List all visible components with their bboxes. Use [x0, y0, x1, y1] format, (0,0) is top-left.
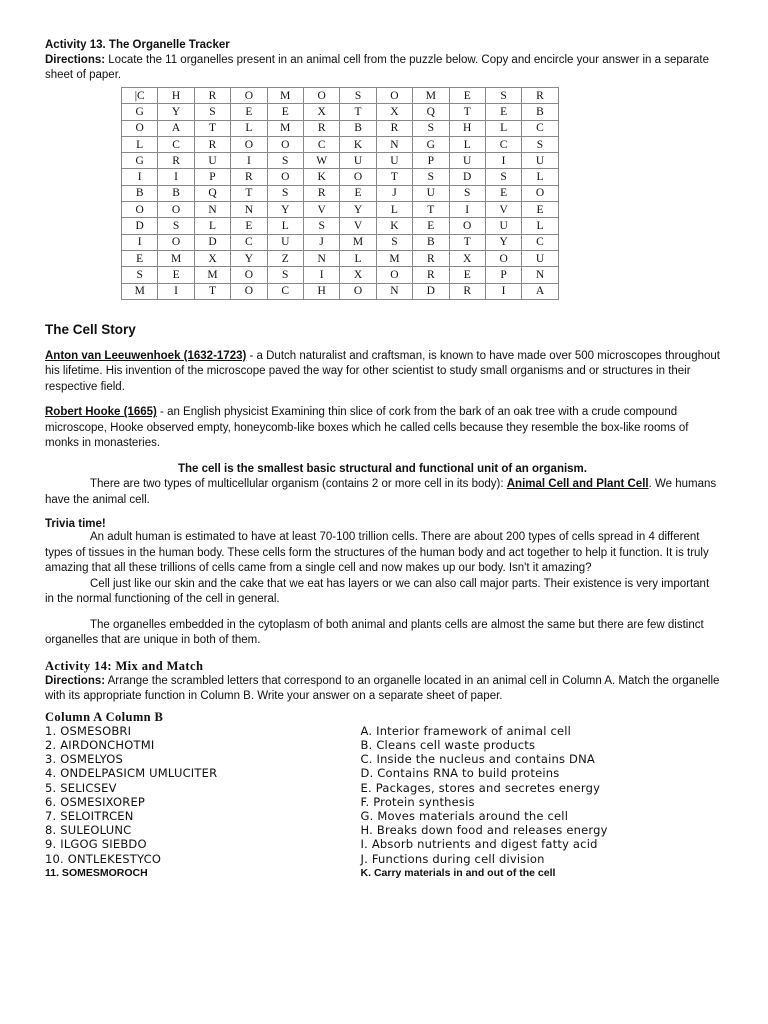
column-a-item: 6. OSMESIXOREP	[45, 794, 146, 809]
activity-14-directions	[45, 674, 720, 704]
activity-13-title: Activity 13. The Organelle Tracker	[45, 39, 230, 51]
hooke-paragraph	[45, 405, 720, 452]
trivia-paragraph-2: Cell just like our skin and the cake that we eat has layers or we can also call major parts. Their existence is very important in the normal functioning of the cell in general.	[45, 577, 710, 606]
puzzle-row	[122, 283, 559, 299]
puzzle-cell: L	[449, 136, 485, 152]
puzzle-cell: O	[231, 267, 267, 283]
puzzle-cell: O	[485, 250, 521, 266]
puzzle-cell: E	[231, 104, 267, 120]
puzzle-cell: N	[376, 283, 412, 299]
puzzle-cell: R	[231, 169, 267, 185]
puzzle-cell: H	[303, 283, 339, 299]
puzzle-row	[122, 267, 559, 283]
organelles-paragraph: The organelles embedded in the cytoplasm of both animal and plants cells are almost the same but there are few distinct organelles that are unique in both of them.	[45, 618, 704, 647]
puzzle-cell: T	[340, 104, 376, 120]
puzzle-row	[122, 136, 559, 152]
puzzle-cell: O	[231, 283, 267, 299]
puzzle-row	[122, 169, 559, 185]
puzzle-cell: S	[376, 234, 412, 250]
puzzle-cell: V	[485, 202, 521, 218]
puzzle-cell: M	[158, 250, 194, 266]
puzzle-cell: I	[485, 153, 521, 169]
trivia-heading: Trivia time!	[45, 518, 106, 531]
column-a	[45, 724, 361, 880]
puzzle-cell: P	[194, 169, 230, 185]
puzzle-cell: X	[449, 250, 485, 266]
column-header: Column A Column B	[45, 709, 164, 724]
puzzle-cell: C	[522, 120, 558, 136]
puzzle-cell: R	[194, 136, 230, 152]
puzzle-cell: O	[122, 120, 158, 136]
puzzle-row	[122, 250, 559, 266]
puzzle-cell: N	[231, 202, 267, 218]
puzzle-cell: C	[522, 234, 558, 250]
column-a-item: 8. SULEOLUNC	[45, 823, 132, 838]
activity-14-title: Activity 14: Mix and Match	[45, 658, 204, 673]
puzzle-cell: R	[303, 185, 339, 201]
puzzle-cell: O	[522, 185, 558, 201]
cell-types-link: Animal Cell and Plant Cell	[506, 478, 649, 491]
cell-types-paragraph	[45, 477, 720, 508]
puzzle-cell: E	[449, 88, 485, 104]
puzzle-cell: S	[267, 267, 303, 283]
puzzle-cell: M	[267, 120, 303, 136]
puzzle-cell: O	[267, 136, 303, 152]
puzzle-cell: U	[194, 153, 230, 169]
column-a-item: 4. ONDELPASICM UMLUCITER	[45, 766, 218, 781]
puzzle-cell: R	[413, 250, 449, 266]
column-b-item: E. Packages, stores and secretes energy	[360, 780, 601, 795]
column-b-item: J. Functions during cell division	[360, 851, 545, 866]
puzzle-cell: R	[449, 283, 485, 299]
puzzle-cell: C	[485, 136, 521, 152]
puzzle-cell: C	[267, 283, 303, 299]
activity-13-directions	[45, 53, 720, 83]
puzzle-cell: I	[158, 283, 194, 299]
column-a-item: 11. SOMESMOROCH	[45, 866, 148, 879]
column-b-item: F. Protein synthesis	[360, 794, 475, 809]
column-a-item: 1. OSMESOBRI	[45, 723, 132, 738]
puzzle-cell: M	[340, 234, 376, 250]
puzzle-cell: I	[122, 234, 158, 250]
cell-types-text-1: There are two types of multicellular organism (contains 2 or more cell in its body):	[90, 478, 504, 491]
puzzle-cell: T	[449, 234, 485, 250]
puzzle-cell: E	[413, 218, 449, 234]
puzzle-cell: O	[303, 88, 339, 104]
puzzle-cell: Q	[194, 185, 230, 201]
puzzle-cell: K	[376, 218, 412, 234]
leeuwenhoek-text: - a Dutch naturalist and craftsman, is known to have made over 500 microscopes throughout his lifetime. His invention of the microscope paved the way for other scientist to study small organisms and or structures in their respective field.	[45, 349, 720, 393]
puzzle-cell: I	[231, 153, 267, 169]
puzzle-row	[122, 234, 559, 250]
puzzle-cell: E	[158, 267, 194, 283]
puzzle-cell: O	[158, 234, 194, 250]
puzzle-cell: E	[267, 104, 303, 120]
puzzle-cell: T	[231, 185, 267, 201]
puzzle-cell: E	[449, 267, 485, 283]
match-columns	[45, 724, 720, 880]
puzzle-cell: X	[340, 267, 376, 283]
puzzle-cell: U	[413, 185, 449, 201]
leeuwenhoek-paragraph	[45, 349, 720, 396]
puzzle-cell: |C	[122, 88, 158, 104]
column-a-item: 10. ONTLEKESTYCO	[45, 851, 162, 866]
puzzle-cell: L	[194, 218, 230, 234]
puzzle-cell: C	[231, 234, 267, 250]
puzzle-cell: I	[449, 202, 485, 218]
puzzle-cell: K	[303, 169, 339, 185]
directions-text: Arrange the scrambled letters that correspond to an organelle located in an animal cell in Column A. Match the organelle with its appropriate function in Column B. Write your answer on a separate sheet of paper.	[45, 674, 720, 702]
document-page	[45, 38, 720, 880]
puzzle-cell: T	[413, 202, 449, 218]
puzzle-cell: S	[303, 218, 339, 234]
puzzle-cell: D	[194, 234, 230, 250]
puzzle-cell: S	[158, 218, 194, 234]
column-b	[361, 724, 720, 880]
puzzle-cell: G	[413, 136, 449, 152]
column-a-item: 3. OSMELYOS	[45, 752, 123, 767]
puzzle-cell: P	[485, 267, 521, 283]
puzzle-row	[122, 202, 559, 218]
puzzle-cell: M	[267, 88, 303, 104]
puzzle-cell: I	[158, 169, 194, 185]
puzzle-cell: T	[449, 104, 485, 120]
puzzle-cell: O	[122, 202, 158, 218]
puzzle-cell: U	[522, 153, 558, 169]
puzzle-cell: B	[522, 104, 558, 120]
puzzle-cell: L	[522, 218, 558, 234]
hooke-text: - an English physicist Examining thin slice of cork from the bark of an oak tree with a crude compound microscope, Hooke observed empty, honeycomb-like boxes which he called cells because they resemble the box-like rooms of monks in monasteries.	[45, 406, 689, 450]
puzzle-cell: J	[376, 185, 412, 201]
column-b-item: C. Inside the nucleus and contains DNA	[360, 752, 595, 767]
puzzle-cell: Q	[413, 104, 449, 120]
puzzle-cell: S	[413, 169, 449, 185]
puzzle-cell: U	[267, 234, 303, 250]
puzzle-cell: Y	[158, 104, 194, 120]
puzzle-cell: P	[413, 153, 449, 169]
puzzle-row	[122, 104, 559, 120]
puzzle-cell: E	[122, 250, 158, 266]
column-a-item: 2. AIRDONCHOTMI	[45, 738, 155, 753]
puzzle-cell: O	[158, 202, 194, 218]
puzzle-cell: D	[413, 283, 449, 299]
puzzle-cell: D	[122, 218, 158, 234]
puzzle-cell: J	[303, 234, 339, 250]
column-a-item: 9. ILGOG SIEBDO	[45, 837, 147, 852]
puzzle-cell: L	[522, 169, 558, 185]
puzzle-cell: E	[231, 218, 267, 234]
puzzle-cell: O	[267, 169, 303, 185]
puzzle-cell: X	[303, 104, 339, 120]
directions-text: Locate the 11 organelles present in an animal cell from the puzzle below. Copy and encircle your answer in a separate sheet of paper.	[45, 54, 709, 81]
puzzle-cell: K	[340, 136, 376, 152]
puzzle-cell: N	[303, 250, 339, 266]
puzzle-cell: M	[194, 267, 230, 283]
puzzle-cell: S	[413, 120, 449, 136]
puzzle-cell: H	[449, 120, 485, 136]
puzzle-cell: D	[449, 169, 485, 185]
puzzle-cell: C	[303, 136, 339, 152]
puzzle-cell: S	[267, 185, 303, 201]
puzzle-cell: S	[485, 88, 521, 104]
puzzle-cell: L	[122, 136, 158, 152]
puzzle-cell: S	[194, 104, 230, 120]
puzzle-cell: S	[340, 88, 376, 104]
leeuwenhoek-name: Anton van Leeuwenhoek (1632-1723)	[45, 349, 247, 362]
puzzle-cell: U	[449, 153, 485, 169]
puzzle-cell: L	[376, 202, 412, 218]
puzzle-cell: Z	[267, 250, 303, 266]
puzzle-cell: E	[522, 202, 558, 218]
puzzle-cell: G	[122, 153, 158, 169]
puzzle-cell: N	[376, 136, 412, 152]
puzzle-cell: U	[485, 218, 521, 234]
puzzle-cell: S	[267, 153, 303, 169]
puzzle-cell: Y	[485, 234, 521, 250]
directions-label: Directions:	[45, 54, 106, 66]
puzzle-cell: O	[231, 136, 267, 152]
puzzle-cell: X	[376, 104, 412, 120]
puzzle-cell: O	[340, 283, 376, 299]
puzzle-cell: A	[522, 283, 558, 299]
hooke-name: Robert Hooke (1665)	[45, 406, 157, 419]
trivia-paragraph-1: An adult human is estimated to have at least 70-100 trillion cells. There are about 200 types of cells spread in 4 different types of tissues in the human body. These cells form the structures of the human body and act together to help it function. It is truly amazing that all these trillions of cells came from a single cell and now makes up our body. Isn't it amazing?	[45, 531, 709, 575]
puzzle-cell: A	[158, 120, 194, 136]
puzzle-cell: R	[194, 88, 230, 104]
column-b-item: B. Cleans cell waste products	[360, 738, 536, 753]
puzzle-cell: L	[340, 250, 376, 266]
puzzle-cell: M	[413, 88, 449, 104]
puzzle-cell: R	[413, 267, 449, 283]
puzzle-cell: Y	[267, 202, 303, 218]
puzzle-cell: L	[485, 120, 521, 136]
puzzle-cell: L	[231, 120, 267, 136]
puzzle-cell: E	[485, 185, 521, 201]
puzzle-cell: N	[194, 202, 230, 218]
puzzle-cell: I	[303, 267, 339, 283]
directions-label: Directions:	[45, 674, 106, 687]
puzzle-cell: S	[485, 169, 521, 185]
puzzle-cell: O	[449, 218, 485, 234]
column-b-item: D. Contains RNA to build proteins	[360, 766, 560, 781]
puzzle-cell: B	[340, 120, 376, 136]
puzzle-cell: I	[485, 283, 521, 299]
cell-definition: The cell is the smallest basic structural and functional unit of an organism.	[178, 462, 587, 475]
puzzle-cell: B	[122, 185, 158, 201]
puzzle-cell: O	[376, 88, 412, 104]
puzzle-row	[122, 185, 559, 201]
puzzle-cell: U	[376, 153, 412, 169]
puzzle-cell: V	[340, 218, 376, 234]
puzzle-cell: R	[522, 88, 558, 104]
puzzle-cell: M	[376, 250, 412, 266]
word-search-puzzle	[121, 87, 559, 300]
puzzle-cell: S	[449, 185, 485, 201]
puzzle-cell: B	[158, 185, 194, 201]
puzzle-cell: L	[267, 218, 303, 234]
puzzle-cell: H	[158, 88, 194, 104]
puzzle-cell: I	[122, 169, 158, 185]
puzzle-cell: C	[158, 136, 194, 152]
puzzle-row	[122, 120, 559, 136]
puzzle-cell: S	[122, 267, 158, 283]
puzzle-cell: T	[194, 120, 230, 136]
puzzle-cell: R	[158, 153, 194, 169]
column-b-item: A. Interior framework of animal cell	[360, 723, 572, 738]
puzzle-cell: E	[340, 185, 376, 201]
puzzle-cell: N	[522, 267, 558, 283]
puzzle-cell: S	[522, 136, 558, 152]
puzzle-cell: O	[340, 169, 376, 185]
puzzle-cell: T	[376, 169, 412, 185]
puzzle-cell: U	[340, 153, 376, 169]
puzzle-cell: X	[194, 250, 230, 266]
puzzle-cell: E	[485, 104, 521, 120]
puzzle-cell: O	[231, 88, 267, 104]
column-b-item: G. Moves materials around the cell	[360, 809, 569, 824]
column-b-item: H. Breaks down food and releases energy	[360, 823, 608, 838]
puzzle-cell: R	[303, 120, 339, 136]
puzzle-cell: G	[122, 104, 158, 120]
puzzle-cell: U	[522, 250, 558, 266]
column-b-item: I. Absorb nutrients and digest fatty acid	[360, 837, 598, 852]
puzzle-cell: Y	[231, 250, 267, 266]
column-a-item: 5. SELICSEV	[45, 780, 117, 795]
puzzle-row	[122, 88, 559, 104]
column-b-item: K. Carry materials in and out of the cell	[360, 866, 556, 879]
column-a-item: 7. SELOITRCEN	[45, 809, 134, 824]
cell-types-text-2: . We humans have the animal cell.	[45, 478, 717, 506]
puzzle-row	[122, 153, 559, 169]
puzzle-cell: Y	[340, 202, 376, 218]
puzzle-cell: T	[194, 283, 230, 299]
cell-story-heading: The Cell Story	[45, 321, 136, 337]
puzzle-cell: O	[376, 267, 412, 283]
puzzle-cell: B	[413, 234, 449, 250]
puzzle-cell: M	[122, 283, 158, 299]
puzzle-row	[122, 218, 559, 234]
puzzle-cell: R	[376, 120, 412, 136]
puzzle-cell: V	[303, 202, 339, 218]
puzzle-cell: W	[303, 153, 339, 169]
